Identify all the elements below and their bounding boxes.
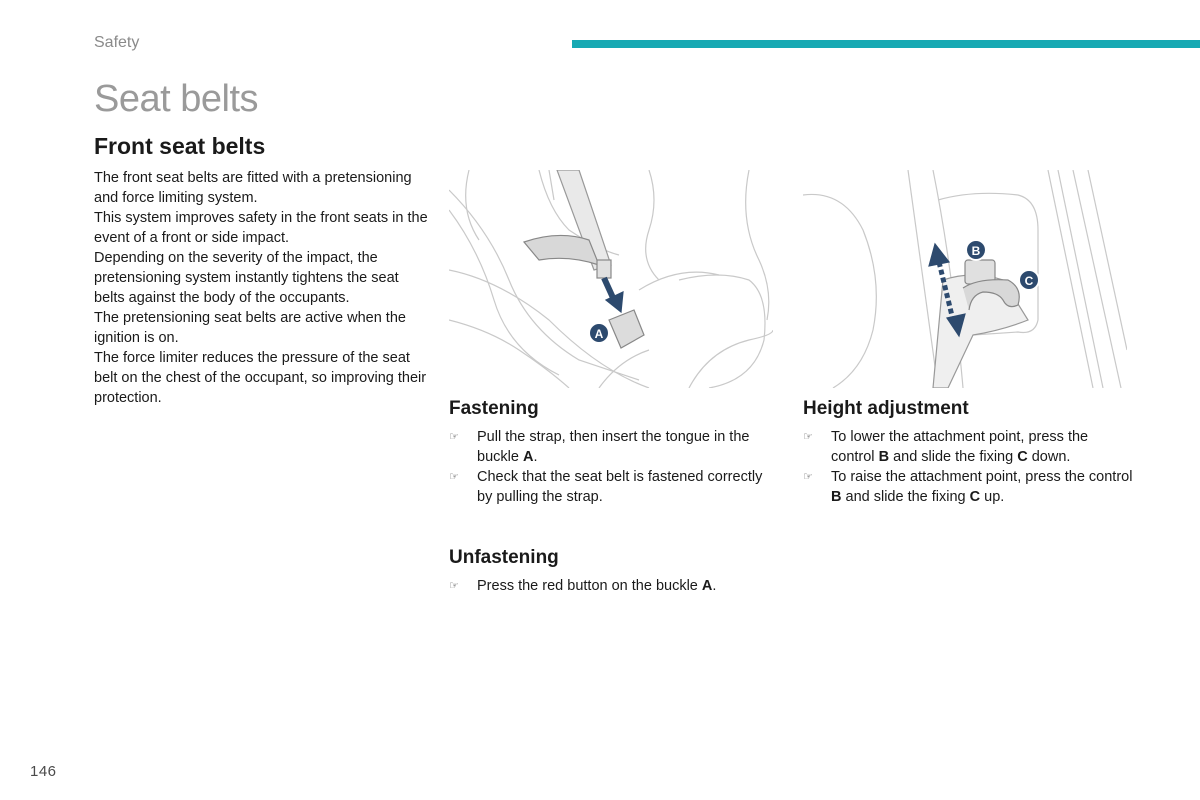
callout-ref: B [878,449,890,465]
instruction-text: . [712,578,717,594]
intro-paragraph: This system improves safety in the front seats in the event of a front or side impact. [94,210,428,246]
fastening-heading: Fastening [449,398,539,419]
pointing-hand-icon: ☞ [803,471,813,483]
instruction-text: up. [980,489,1005,505]
list-item [803,427,1133,467]
list-item [449,427,779,467]
callout-b-label: B [971,244,981,258]
page-title: Seat belts [94,78,258,120]
instruction-text: Pull the strap, then insert the tongue in the buckle [477,429,750,465]
callout-a-label: A [594,327,604,341]
unfastening-heading: Unfastening [449,547,559,568]
instruction-text: and slide the fixing [889,449,1018,465]
instruction-text: To raise the attachment point, press the control [831,469,1133,485]
intro-text [94,168,429,408]
list-item [803,467,1133,507]
pointing-hand-icon: ☞ [449,471,459,483]
intro-paragraph: The front seat belts are fitted with a pretensioning and force limiting system. [94,170,412,206]
section-label: Safety [94,34,140,51]
callout-c-label: C [1024,274,1034,288]
pointing-hand-icon: ☞ [449,431,459,443]
fastening-list [449,427,779,507]
callout-ref: C [969,489,981,505]
section-subtitle: Front seat belts [94,133,266,159]
callout-ref: A [701,578,713,594]
instruction-text: down. [1027,449,1071,465]
instruction-text: and slide the fixing [841,489,970,505]
unfastening-list [449,576,779,596]
seat-belt-buckle-illustration [449,170,773,388]
callout-ref: A [522,449,534,465]
list-item [449,467,779,507]
intro-paragraph: The pretensioning seat belts are active when the ignition is on. [94,310,406,346]
instruction-text: . [533,449,538,465]
instruction-text: Press the red button on the buckle [477,578,702,594]
intro-paragraph: Depending on the severity of the impact, the pretensioning system instantly tightens the seat belts against the body of the occupants. [94,250,399,306]
pointing-hand-icon: ☞ [449,580,459,592]
header-accent-bar [572,40,1200,48]
instruction-text: To lower the attachment point, press the control [831,429,1089,465]
list-item [449,576,779,596]
instruction-text: Check that the seat belt is fastened correctly by pulling the strap. [477,469,763,505]
height-adjustment-heading: Height adjustment [803,398,969,419]
height-adjustment-list [803,427,1133,507]
callout-ref: B [831,489,842,505]
page-number: 146 [30,763,57,780]
pointing-hand-icon: ☞ [803,431,813,443]
intro-paragraph: The force limiter reduces the pressure of the seat belt on the chest of the occupant, so improving their protection. [94,350,427,406]
seat-belt-height-illustration [803,170,1127,388]
callout-ref: C [1017,449,1028,465]
